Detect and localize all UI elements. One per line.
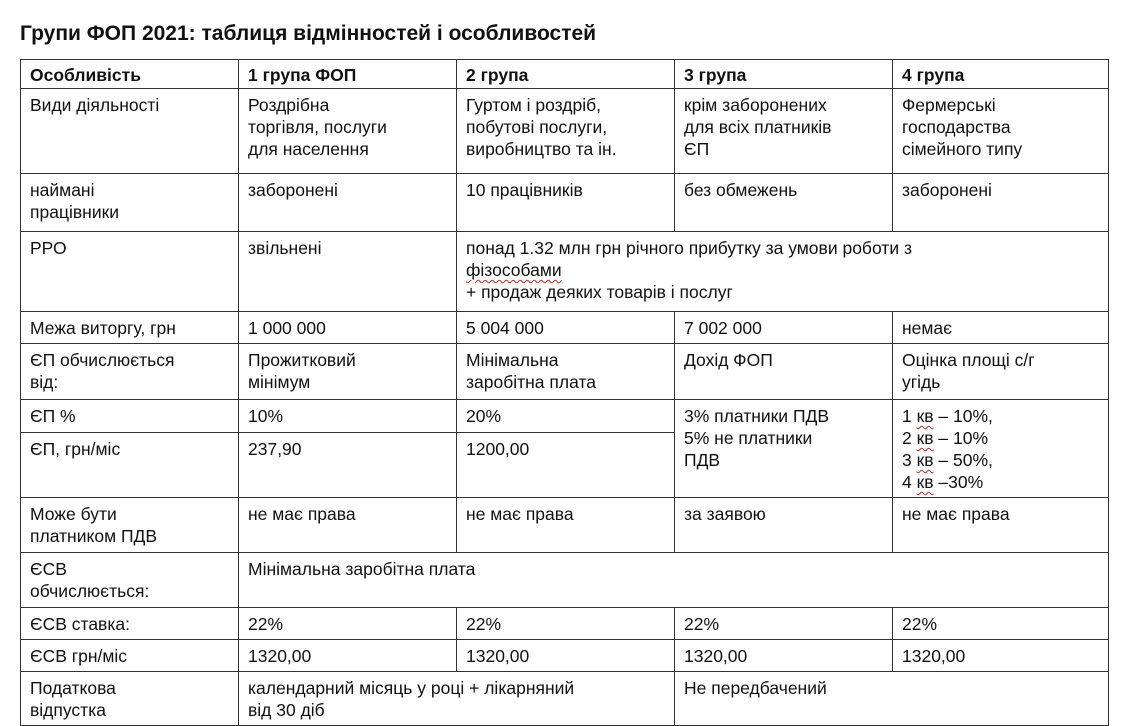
- row-label: РРО: [21, 232, 239, 312]
- cell-group-2: 10 працівників: [457, 174, 675, 232]
- header-group-3: 3 група: [675, 60, 893, 89]
- cell-group-4: 1320,00: [893, 640, 1109, 672]
- header-row: [21, 60, 1109, 89]
- cell-group-4: Фермерські господарства сімейного типу: [893, 89, 1109, 174]
- row-label: Межа виторгу, грн: [21, 312, 239, 344]
- cell-group-4: Оцінка площі с/г угідь: [893, 344, 1109, 400]
- table-row-tax-percent: [21, 400, 1109, 433]
- cell-group-2: Мінімальна заробітна плата: [457, 344, 675, 400]
- cell-group-3: Дохід ФОП: [675, 344, 893, 400]
- row-label: ЄП, грн/міс: [21, 433, 239, 498]
- rro-condition-line1: понад 1.32 млн грн річного прибутку за умови роботи з: [466, 238, 912, 258]
- cell-group-3: крім заборонених для всіх платників ЄП: [675, 89, 893, 174]
- rro-condition-word: фізособами: [466, 260, 562, 280]
- table-row-esv-rate: [21, 608, 1109, 640]
- cell-group-1: Роздрібна торгівля, послуги для населення: [239, 89, 457, 174]
- page-title: Групи ФОП 2021: таблиця відмінностей і особливостей: [20, 22, 597, 45]
- cell-group-1: заборонені: [239, 174, 457, 232]
- cell-group-1: 1 000 000: [239, 312, 457, 344]
- cell-group-2: 1320,00: [457, 640, 675, 672]
- cell-group-2: 22%: [457, 608, 675, 640]
- cell-group-1: Прожитковий мінімум: [239, 344, 457, 400]
- cell-groups-1-2: календарний місяць у році + лікарняний від 30 діб: [239, 672, 675, 726]
- cell-group-4: заборонені: [893, 174, 1109, 232]
- cell-group-2: 1200,00: [457, 433, 675, 498]
- row-label: Види діяльності: [21, 89, 239, 174]
- table-row-employees: [21, 174, 1109, 232]
- quarter-line: 2 кв – 10%: [902, 428, 989, 448]
- cell-group-3: за заявою: [675, 498, 893, 553]
- quarter-line: 4 кв –30%: [902, 472, 984, 492]
- cell-group-1: не має права: [239, 498, 457, 553]
- cell-group-1: 237,90: [239, 433, 457, 498]
- cell-group-3: 1320,00: [675, 640, 893, 672]
- table-row-activity: [21, 89, 1109, 174]
- cell-groups-2-4: [457, 232, 1109, 312]
- cell-groups-3-4: Не передбачений: [675, 672, 1109, 726]
- row-label: ЄСВ грн/міс: [21, 640, 239, 672]
- row-label: ЄП обчислюється від:: [21, 344, 239, 400]
- cell-group-2: 20%: [457, 400, 675, 433]
- table-row-vat: [21, 498, 1109, 553]
- cell-group-4-quarters: [893, 400, 1109, 498]
- row-label: ЄП %: [21, 400, 239, 433]
- fop-groups-table: [20, 59, 1109, 726]
- cell-group-3: без обмежень: [675, 174, 893, 232]
- row-label: ЄСВ обчислюється:: [21, 553, 239, 608]
- cell-group-4: не має права: [893, 498, 1109, 553]
- header-group-1: 1 група ФОП: [239, 60, 457, 89]
- cell-group-1: 10%: [239, 400, 457, 433]
- table-row-tax-vacation: [21, 672, 1109, 726]
- cell-group-2: Гуртом і роздріб, побутові послуги, виробництво та ін.: [457, 89, 675, 174]
- row-label: ЄСВ ставка:: [21, 608, 239, 640]
- table-row-esv-monthly: [21, 640, 1109, 672]
- cell-group-4: 22%: [893, 608, 1109, 640]
- cell-groups-1-4: Мінімальна заробітна плата: [239, 553, 1109, 608]
- cell-group-2: 5 004 000: [457, 312, 675, 344]
- header-group-4: 4 група: [893, 60, 1109, 89]
- table-row-revenue-limit: [21, 312, 1109, 344]
- row-label: Може бути платником ПДВ: [21, 498, 239, 553]
- row-label: Податкова відпустка: [21, 672, 239, 726]
- cell-group-4: немає: [893, 312, 1109, 344]
- cell-group-1: 22%: [239, 608, 457, 640]
- cell-group-3: 7 002 000: [675, 312, 893, 344]
- cell-group-1: звільнені: [239, 232, 457, 312]
- table-row-esv-base: [21, 553, 1109, 608]
- header-group-2: 2 група: [457, 60, 675, 89]
- header-feature: Особливість: [21, 60, 239, 89]
- quarter-line: 3 кв – 50%,: [902, 450, 993, 470]
- table-row-rro: [21, 232, 1109, 312]
- cell-group-3: 3% платники ПДВ 5% не платники ПДВ: [675, 400, 893, 498]
- cell-group-3: 22%: [675, 608, 893, 640]
- quarter-line: 1 кв – 10%,: [902, 406, 993, 426]
- row-label: наймані працівники: [21, 174, 239, 232]
- cell-group-2: не має права: [457, 498, 675, 553]
- table-row-tax-base: [21, 344, 1109, 400]
- cell-group-1: 1320,00: [239, 640, 457, 672]
- rro-condition-line2: + продаж деяких товарів і послуг: [466, 282, 733, 302]
